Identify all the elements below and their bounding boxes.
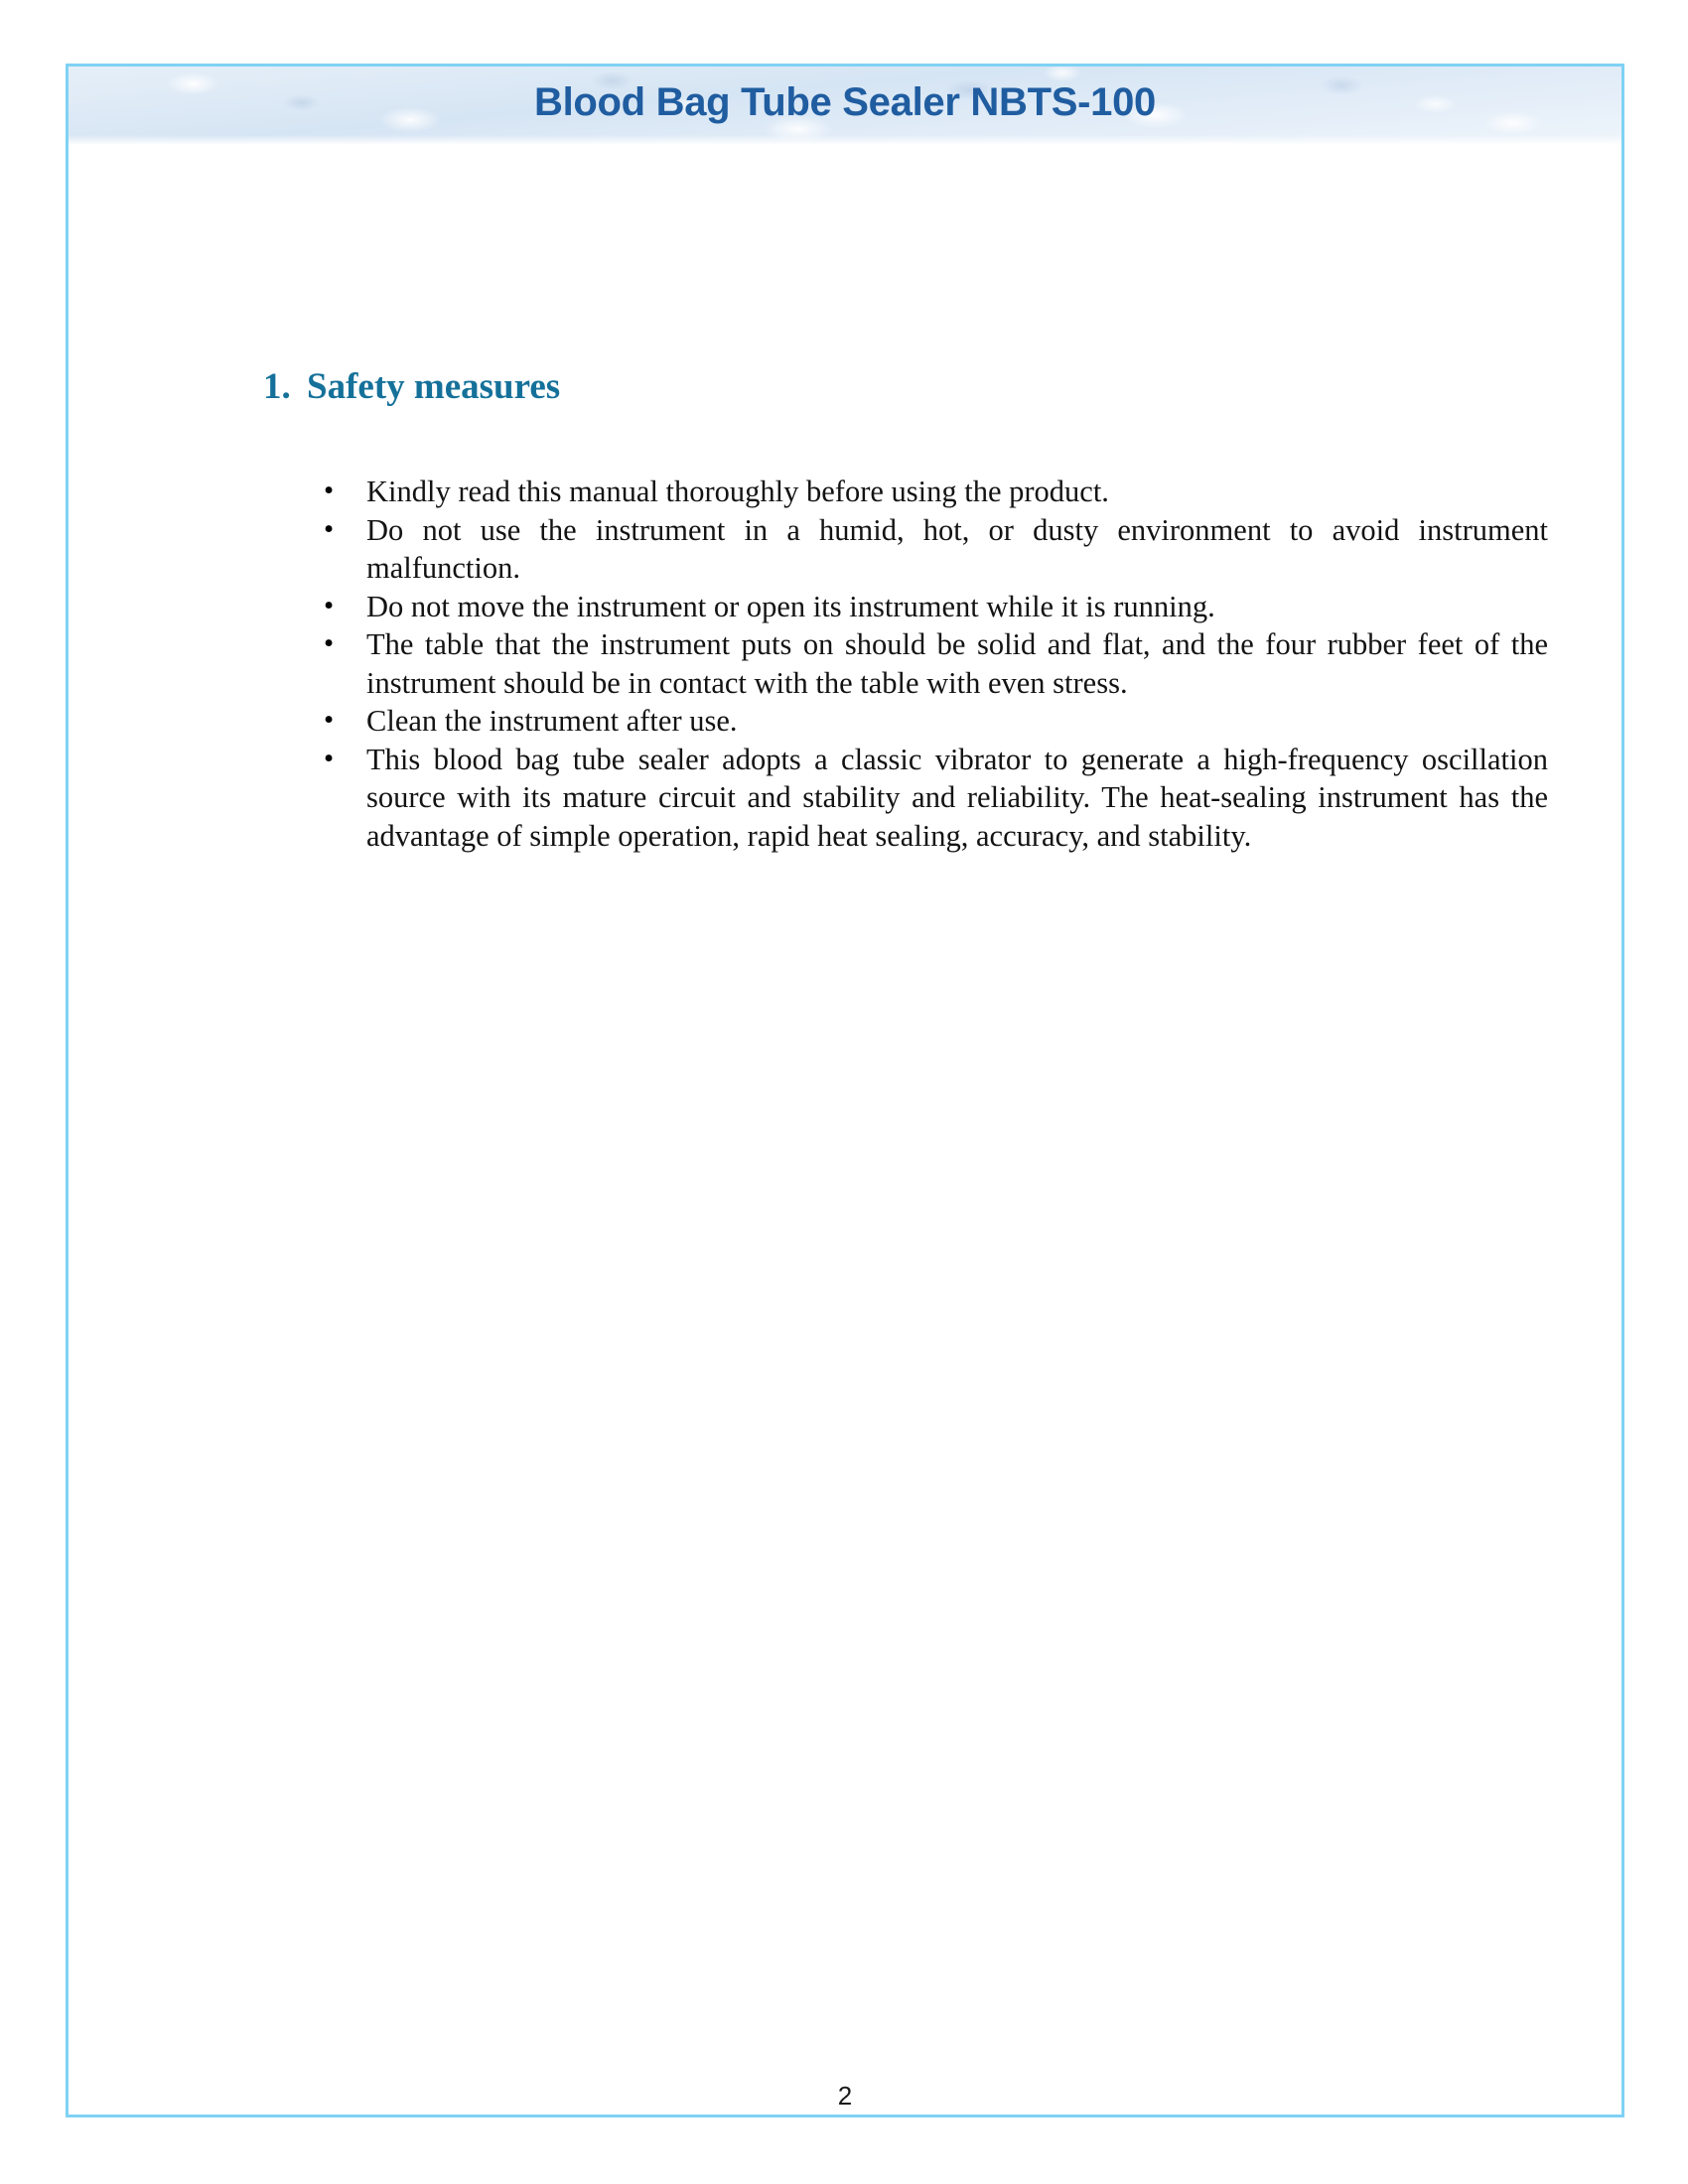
list-item: • The table that the instrument puts on should be solid and flat, and the four rubber feet of the instrument should be in contact with the table with even stress. [322,625,1548,702]
list-item: • This blood bag tube sealer adopts a classic vibrator to generate a high-frequency oscillation source with its mature circuit and stability and reliability. The heat-sealing instrument has the advantage of simple operation, rapid heat sealing, accuracy, and stability. [322,741,1548,856]
list-item: • Clean the instrument after use. [322,702,1548,741]
page-title: Blood Bag Tube Sealer NBTS-100 [534,80,1156,124]
page-border [66,64,1624,2117]
page-number: 2 [837,2081,853,2111]
list-item: • Do not use the instrument in a humid, hot, or dusty environment to avoid instrument malfunction. [322,511,1548,588]
section-title: Safety measures [307,366,561,407]
safety-measures-list [322,473,1548,855]
list-item: • Kindly read this manual thoroughly before using the product. [322,473,1548,511]
section-number: 1. [263,366,291,407]
page-header-band [69,67,1621,145]
list-item: • Do not move the instrument or open its instrument while it is running. [322,588,1548,626]
section-heading [263,365,560,408]
